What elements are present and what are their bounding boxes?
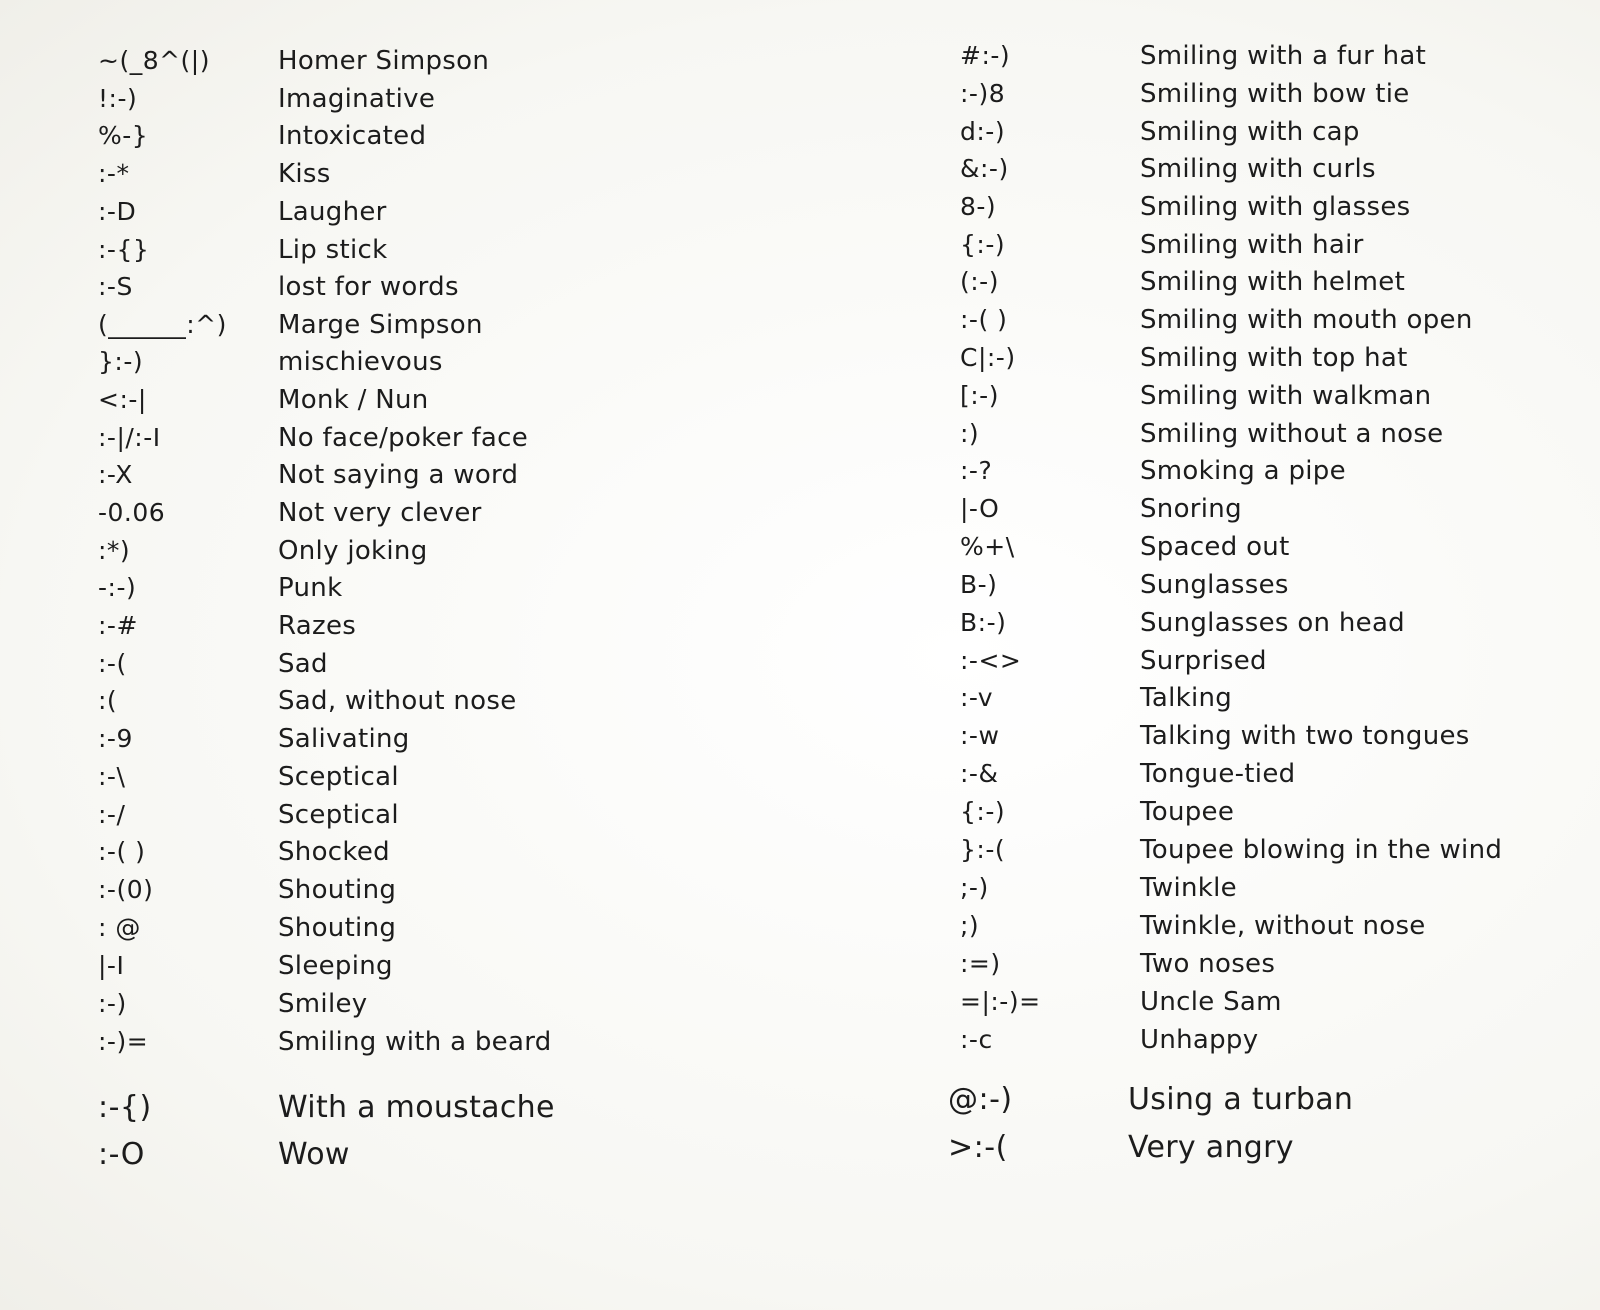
emoticon-text: :-v: [960, 683, 994, 712]
emoticon-text: !:-): [98, 84, 138, 113]
emoticon-meaning: Uncle Sam: [1140, 987, 1282, 1017]
emoticon-text: :-D: [98, 197, 137, 226]
emoticon-text: C|:-): [960, 343, 1016, 372]
emoticon-text: %-}: [98, 121, 149, 150]
emoticon-meaning: Smiling with walkman: [1140, 381, 1432, 411]
emoticon-meaning: No face/poker face: [278, 423, 529, 453]
emoticon-meaning: Only joking: [278, 536, 428, 566]
emoticon-text: :=): [960, 949, 1001, 978]
emoticon-meaning: Sunglasses on head: [1140, 608, 1405, 638]
emoticon-meaning: Sad, without nose: [278, 686, 517, 716]
emoticon-text: :-/: [98, 800, 126, 829]
emoticon-meaning: mischievous: [278, 347, 443, 377]
emoticon-text: : @: [98, 913, 141, 942]
emoticon-text: :-): [98, 989, 127, 1018]
emoticon-meaning: Tongue-tied: [1140, 759, 1296, 789]
emoticon-meaning: Smoking a pipe: [1140, 456, 1346, 486]
emoticon-meaning: Kiss: [278, 159, 331, 189]
emoticon-text: |-I: [98, 951, 125, 980]
emoticon-meaning: Using a turban: [1128, 1082, 1354, 1117]
emoticon-text: :-c: [960, 1025, 993, 1054]
emoticon-text: :-*: [98, 159, 130, 188]
emoticon-meaning: Smiling with hair: [1140, 230, 1364, 260]
emoticon-meaning: Smiley: [278, 989, 368, 1019]
emoticon-text: :-X: [98, 460, 133, 489]
emoticon-meaning: Smiling with top hat: [1140, 343, 1408, 373]
emoticon-meaning: Laugher: [278, 197, 387, 227]
emoticon-meaning: Smiling with glasses: [1140, 192, 1411, 222]
emoticon-text: :): [960, 419, 980, 448]
emoticon-text: -0.06: [98, 498, 166, 527]
emoticon-meaning: Imaginative: [278, 84, 436, 114]
emoticon-text: ;): [960, 911, 980, 940]
emoticon-text: =|:-)=: [960, 987, 1041, 1016]
emoticon-text: 8-): [960, 192, 997, 221]
emoticon-meaning: lost for words: [278, 272, 459, 302]
emoticon-meaning: Sceptical: [278, 800, 399, 830]
emoticon-text: :-9: [98, 724, 133, 753]
emoticon-meaning: Sceptical: [278, 762, 399, 792]
emoticon-text: (______:^): [98, 310, 227, 339]
emoticon-text: &:-): [960, 154, 1009, 183]
emoticon-text: {:-): [960, 797, 1006, 826]
emoticon-meaning: Wow: [278, 1137, 350, 1172]
emoticon-meaning: Sunglasses: [1140, 570, 1289, 600]
emoticon-text: :-{): [98, 1090, 152, 1125]
emoticon-meaning: With a moustache: [278, 1090, 555, 1125]
emoticon-meaning: Shouting: [278, 875, 397, 905]
emoticon-text: ;-): [960, 873, 989, 902]
emoticon-meaning: Sad: [278, 649, 328, 679]
emoticon-meaning: Punk: [278, 573, 343, 603]
emoticon-meaning: Monk / Nun: [278, 385, 429, 415]
emoticon-meaning: Salivating: [278, 724, 410, 754]
emoticon-text: :(: [98, 686, 118, 715]
emoticon-meaning: Surprised: [1140, 646, 1267, 676]
emoticon-text: {:-): [960, 230, 1006, 259]
emoticon-meaning: Smiling with a fur hat: [1140, 41, 1427, 71]
emoticon-meaning: Smiling without a nose: [1140, 419, 1444, 449]
emoticon-meaning: Unhappy: [1140, 1025, 1259, 1055]
emoticon-meaning: Shouting: [278, 913, 397, 943]
emoticon-meaning: Smiling with a beard: [278, 1027, 552, 1057]
emoticon-meaning: Intoxicated: [278, 121, 427, 151]
emoticon-meaning: Shocked: [278, 837, 390, 867]
emoticon-text: :-#: [98, 611, 138, 640]
emoticon-meaning: Talking with two tongues: [1140, 721, 1470, 751]
emoticon-text: :*): [98, 536, 131, 565]
emoticon-text: %+\: [960, 532, 1015, 561]
emoticon-meaning: Very angry: [1128, 1130, 1294, 1165]
emoticon-meaning: Not saying a word: [278, 460, 519, 490]
emoticon-meaning: Smiling with bow tie: [1140, 79, 1410, 109]
emoticon-meaning: Smiling with curls: [1140, 154, 1376, 184]
emoticon-text: #:-): [960, 41, 1011, 70]
emoticon-meaning: Sleeping: [278, 951, 393, 981]
emoticon-meaning: Toupee: [1140, 797, 1235, 827]
emoticon-meaning: Not very clever: [278, 498, 482, 528]
emoticon-text: :-\: [98, 762, 126, 791]
emoticon-text: B:-): [960, 608, 1007, 637]
emoticon-text: >:-(: [948, 1130, 1008, 1165]
emoticon-meaning: Spaced out: [1140, 532, 1290, 562]
emoticon-text: [:-): [960, 381, 999, 410]
emoticon-text: B-): [960, 570, 998, 599]
emoticon-meaning: Snoring: [1140, 494, 1242, 524]
emoticon-meaning: Marge Simpson: [278, 310, 483, 340]
emoticon-text: :-?: [960, 456, 993, 485]
emoticon-text: :-(: [98, 649, 127, 678]
emoticon-meaning: Toupee blowing in the wind: [1140, 835, 1503, 865]
emoticon-text: <:-|: [98, 385, 147, 414]
emoticon-text: ~(_8^(|): [98, 46, 210, 75]
emoticon-meaning: Talking: [1140, 683, 1233, 713]
emoticon-text: @:-): [948, 1082, 1013, 1117]
emoticon-meaning: Smiling with cap: [1140, 117, 1360, 147]
emoticon-text: :-)8: [960, 79, 1006, 108]
emoticon-meaning: Smiling with helmet: [1140, 267, 1406, 297]
emoticon-text: }:-): [98, 347, 144, 376]
emoticon-text: :-(0): [98, 875, 154, 904]
emoticon-text: :-w: [960, 721, 1000, 750]
emoticon-meaning: Homer Simpson: [278, 46, 490, 76]
emoticon-meaning: Smiling with mouth open: [1140, 305, 1473, 335]
emoticon-text: |-O: [960, 494, 1000, 523]
emoticon-text: :-( ): [960, 305, 1008, 334]
emoticon-text: :-{}: [98, 235, 150, 264]
emoticon-meaning: Twinkle, without nose: [1140, 911, 1426, 941]
emoticon-text: (:-): [960, 267, 999, 296]
emoticon-text: :-)=: [98, 1027, 149, 1056]
emoticon-text: }:-(: [960, 835, 1006, 864]
emoticon-meaning: Lip stick: [278, 235, 388, 265]
emoticon-meaning: Two noses: [1140, 949, 1276, 979]
emoticon-text: d:-): [960, 117, 1006, 146]
emoticon-text: :-( ): [98, 837, 146, 866]
emoticon-text: :-|/:-I: [98, 423, 161, 452]
emoticon-text: :-&: [960, 759, 999, 788]
emoticon-text: -:-): [98, 573, 137, 602]
emoticon-meaning: Twinkle: [1140, 873, 1237, 903]
emoticon-text: :-O: [98, 1137, 145, 1172]
emoticon-text: :-<>: [960, 646, 1022, 675]
emoticon-text: :-S: [98, 272, 133, 301]
emoticon-meaning: Razes: [278, 611, 357, 641]
